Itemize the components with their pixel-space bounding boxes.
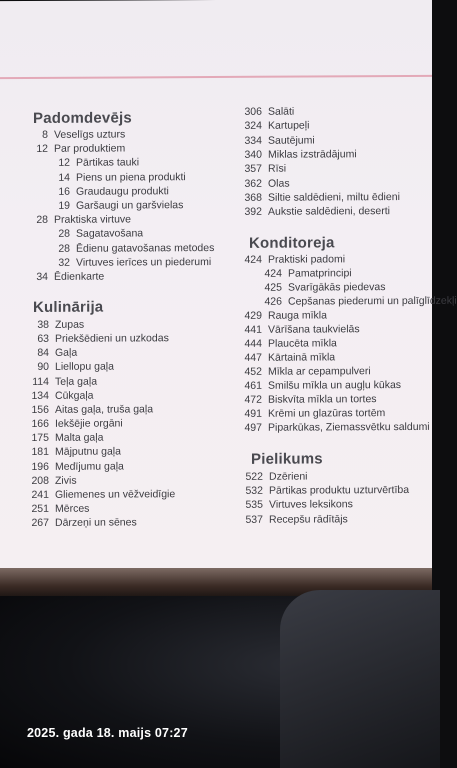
section-title-konditoreja: Konditoreja	[249, 234, 335, 252]
page-number: 90	[37, 361, 49, 374]
toc-entry	[30, 214, 131, 227]
entry-title: Zupas	[55, 318, 85, 331]
entry-title: Priekšēdieni un uzkodas	[55, 332, 169, 345]
page-number: 425	[264, 281, 282, 294]
toc-entry	[52, 199, 183, 212]
page-number: 12	[36, 143, 48, 156]
toc-entry	[27, 319, 84, 331]
entry-title: Aitas gaļa, truša gaļa	[55, 403, 154, 416]
entry-title: Mīkla ar cepampulveri	[268, 365, 371, 378]
page-number: 156	[31, 403, 49, 416]
toc-entry	[30, 128, 125, 140]
toc-entry	[27, 446, 121, 458]
page-number: 114	[32, 375, 49, 388]
entry-title: Iekšējie orgāni	[55, 417, 123, 430]
entry-title: Par produktiem	[54, 142, 126, 156]
toc-entry	[240, 191, 400, 204]
page-number: 12	[58, 157, 70, 170]
page-number: 532	[245, 484, 263, 498]
toc-entry	[240, 323, 360, 336]
toc-entry	[27, 403, 153, 416]
entry-title: Pārtikas tauki	[76, 156, 140, 170]
entry-title: Plaucēta mīkla	[268, 337, 337, 350]
toc-entry	[52, 171, 186, 184]
toc-entry	[240, 351, 335, 363]
page-number: 447	[244, 351, 262, 364]
page-number: 522	[245, 470, 263, 483]
page-number: 424	[264, 267, 282, 280]
entry-title: Garšaugi un garšvielas	[76, 199, 184, 212]
toc-entry	[27, 474, 77, 486]
page-number: 181	[31, 446, 49, 459]
page-number: 426	[264, 295, 282, 308]
entry-title: Kārtainā mīkla	[268, 351, 336, 364]
entry-title: Sagatavošana	[76, 227, 144, 241]
entry-title: Veselīgs uzturs	[54, 128, 126, 141]
entry-title: Smilšu mīkla un augļu kūkas	[268, 379, 402, 392]
page-number: 306	[244, 105, 262, 118]
toc-entry	[27, 418, 123, 431]
page-number: 491	[244, 407, 262, 420]
toc-entry	[27, 517, 137, 530]
page-number: 392	[244, 205, 262, 218]
page-number: 28	[58, 242, 70, 255]
page-number: 441	[244, 323, 262, 336]
page-number: 208	[31, 474, 49, 487]
entry-title: Vārīšana taukvielās	[268, 323, 360, 336]
page-number: 497	[244, 421, 262, 434]
page-number: 535	[245, 499, 263, 512]
page-number: 357	[244, 162, 262, 176]
toc-entry	[52, 256, 211, 269]
toc-entry	[240, 177, 290, 189]
toc-entry	[240, 148, 357, 161]
page-number: 8	[42, 128, 48, 141]
page-number: 267	[31, 516, 49, 530]
entry-title: Krēmi un glazūras tortēm	[268, 407, 386, 420]
entry-title: Dzērieni	[269, 470, 308, 483]
entry-title: Aukstie saldēdieni, deserti	[268, 205, 390, 218]
page-number: 28	[36, 214, 48, 227]
page-number: 84	[37, 347, 49, 360]
entry-title: Sautējumi	[268, 134, 315, 147]
page-number: 166	[31, 417, 49, 431]
page-number: 251	[31, 502, 49, 515]
section-title-padomdevejs: Padomdevējs	[33, 109, 132, 127]
page-number: 175	[31, 432, 49, 445]
toc-entry	[241, 513, 348, 526]
toc-entry	[27, 460, 124, 473]
toc-entry	[240, 421, 430, 434]
page-number: 32	[58, 256, 70, 269]
entry-title: Miklas izstrādājumi	[268, 148, 357, 161]
entry-title: Olas	[268, 177, 290, 190]
toc-entry	[27, 488, 175, 501]
toc-entry	[240, 205, 390, 218]
toc-entry	[240, 163, 286, 175]
entry-title: Rauga mīkla	[268, 309, 327, 322]
entry-title: Biskvīta mīkla un tortes	[268, 393, 377, 406]
page-number: 63	[37, 333, 49, 346]
toc-entry	[52, 242, 214, 255]
entry-title: Dārzeņi un sēnes	[55, 516, 137, 529]
toc-entry	[240, 407, 385, 420]
toc-entry	[260, 295, 457, 308]
toc-entry	[260, 281, 385, 294]
toc-entry	[241, 471, 308, 483]
page-number: 134	[31, 389, 49, 402]
entry-title: Ēdienkarte	[54, 270, 105, 283]
page-number: 38	[37, 318, 49, 331]
toc-entry	[240, 120, 309, 132]
entry-title: Mērces	[55, 502, 90, 515]
toc-entry	[240, 134, 315, 146]
entry-title: Ēdienu gatavošanas metodes	[76, 241, 215, 255]
toc-entry	[27, 332, 169, 345]
page-number: 472	[244, 393, 262, 406]
toc-entry	[27, 375, 97, 387]
entry-title: Virtuves ierīces un piederumi	[76, 255, 212, 269]
toc-entry	[30, 143, 125, 155]
toc-entry	[241, 484, 409, 497]
entry-title: Teļa gaļa	[55, 375, 98, 388]
entry-title: Praktiski padomi	[268, 253, 346, 266]
toc-entry	[240, 379, 401, 392]
page-number: 362	[244, 177, 262, 190]
page-number: 28	[58, 228, 70, 241]
toc-entry	[240, 337, 337, 350]
entry-title: Svarīgākās piedevas	[288, 281, 386, 294]
entry-title: Gaļa	[55, 347, 78, 360]
entry-title: Rīsi	[268, 162, 287, 175]
toc-entry	[240, 393, 377, 406]
toc-entry	[30, 271, 104, 283]
page-number: 452	[244, 365, 262, 378]
entry-title: Cūkgaļa	[55, 389, 94, 402]
toc-entry	[241, 499, 353, 512]
entry-title: Medījumu gaļa	[55, 459, 124, 473]
toc-entry	[52, 228, 143, 240]
entry-title: Zivis	[55, 474, 77, 487]
entry-title: Piens un piena produkti	[76, 170, 186, 184]
toc-entry	[27, 361, 114, 373]
page-number: 34	[36, 270, 48, 283]
entry-title: Piparkūkas, Ziemassvētku saldumi	[268, 420, 430, 434]
entry-title: Mājputnu gaļa	[55, 445, 121, 459]
entry-title: Kartupeļi	[268, 119, 310, 133]
page-number: 461	[244, 379, 262, 392]
toc-entry	[260, 267, 352, 279]
page-number: 424	[244, 253, 262, 266]
page-number: 14	[58, 171, 70, 184]
entry-title: Praktiska virtuve	[54, 213, 132, 227]
toc-entry	[27, 389, 94, 401]
toc-entry	[240, 365, 371, 378]
entry-title: Cepšanas piederumi un palīglīdzekļi	[288, 294, 457, 308]
toc-entry	[240, 309, 327, 321]
entry-title: Malta gaļa	[55, 431, 104, 445]
toc-entry	[27, 432, 103, 444]
page-number: 196	[31, 460, 49, 473]
page-number: 324	[244, 120, 262, 133]
photo-timestamp: 2025. gada 18. maijs 07:27	[27, 726, 188, 740]
toc-entry	[240, 253, 345, 266]
page-number: 444	[244, 337, 262, 350]
page-number: 334	[244, 134, 262, 147]
page-number: 19	[58, 199, 70, 212]
section-title-kulinarija: Kulinārija	[33, 298, 104, 316]
entry-title: Graudaugu produkti	[76, 185, 169, 198]
entry-title: Pamatprincipi	[288, 267, 352, 280]
toc-entry	[27, 347, 77, 359]
pink-rule	[0, 75, 432, 79]
entry-title: Liellopu gaļa	[55, 360, 114, 374]
entry-title: Gliemenes un vēžveidīgie	[55, 488, 176, 501]
page-number: 429	[244, 309, 262, 322]
entry-title: Siltie saldēdieni, miltu ēdieni	[268, 190, 400, 204]
toc-entry	[27, 503, 89, 515]
entry-title: Virtuves leksikons	[269, 498, 353, 512]
page-number: 537	[245, 513, 263, 526]
page-number: 16	[58, 185, 70, 198]
page-number: 241	[31, 488, 49, 501]
page-number: 340	[244, 148, 262, 161]
chair-back	[280, 590, 440, 768]
entry-title: Pārtikas produktu uzturvērtība	[269, 484, 410, 497]
toc-entry	[52, 157, 139, 169]
page-number: 368	[244, 191, 262, 204]
toc-entry	[52, 185, 169, 198]
entry-title: Salāti	[268, 105, 295, 118]
section-title-pielikums: Pielikums	[251, 450, 323, 468]
entry-title: Recepšu rādītājs	[269, 512, 348, 526]
toc-entry	[240, 106, 294, 118]
